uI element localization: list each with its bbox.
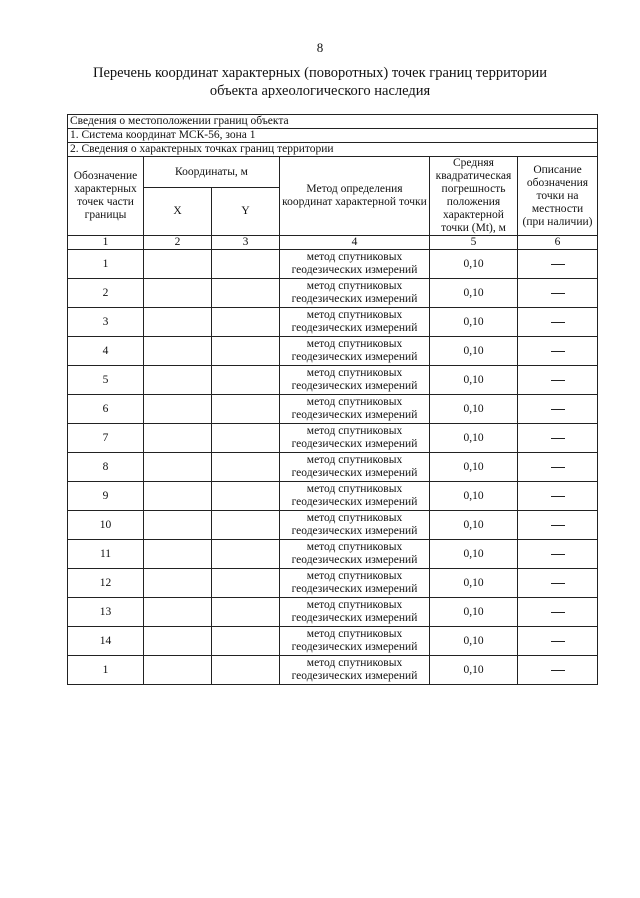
coordinate-x <box>144 627 212 656</box>
error-value: 0,10 <box>430 395 518 424</box>
error-value: 0,10 <box>430 656 518 685</box>
description-cell <box>518 511 598 540</box>
coordinate-y <box>212 395 280 424</box>
point-number: 9 <box>68 482 144 511</box>
point-number: 11 <box>68 540 144 569</box>
method-line-1: метод спутниковых <box>306 367 403 379</box>
coordinate-x <box>144 279 212 308</box>
header-description: Описание обозначения точки на местности (при наличии) <box>518 157 598 236</box>
method-line-2: геодезических измерений <box>291 496 418 508</box>
error-value: 0,10 <box>430 569 518 598</box>
header-error: Средняя квадратическая погрешность положения характерной точки (Mt), м <box>430 157 518 236</box>
dash-mark <box>551 583 565 584</box>
header-x: X <box>144 188 212 236</box>
description-cell <box>518 424 598 453</box>
error-value: 0,10 <box>430 598 518 627</box>
page-number: 8 <box>316 40 324 55</box>
description-cell <box>518 482 598 511</box>
method-cell <box>280 453 430 482</box>
dash-mark <box>551 409 565 410</box>
method-line-2: геодезических измерений <box>291 467 418 479</box>
header-row <box>68 157 598 188</box>
header-method: Метод определения координат характерной точки <box>280 157 430 236</box>
coordinate-y <box>212 453 280 482</box>
coordinate-y <box>212 424 280 453</box>
point-number: 10 <box>68 511 144 540</box>
table-row <box>68 482 598 511</box>
coordinate-x <box>144 337 212 366</box>
method-line-2: геодезических измерений <box>291 554 418 566</box>
table-row <box>68 366 598 395</box>
column-number: 4 <box>280 236 430 250</box>
method-line-1: метод спутниковых <box>306 599 403 611</box>
info-cell: 1. Система координат МСК-56, зона 1 <box>68 129 598 143</box>
coordinate-y <box>212 511 280 540</box>
method-cell <box>280 540 430 569</box>
table-row <box>68 511 598 540</box>
coordinate-y <box>212 366 280 395</box>
point-number: 6 <box>68 395 144 424</box>
method-line-1: метод спутниковых <box>306 338 403 350</box>
method-line-2: геодезических измерений <box>291 380 418 392</box>
table-row <box>68 337 598 366</box>
method-line-1: метод спутниковых <box>306 280 403 292</box>
column-number: 5 <box>430 236 518 250</box>
method-line-1: метод спутниковых <box>306 657 403 669</box>
description-cell <box>518 569 598 598</box>
method-line-1: метод спутниковых <box>306 512 403 524</box>
method-line-1: метод спутниковых <box>306 541 403 553</box>
method-cell <box>280 250 430 279</box>
header-y: Y <box>212 188 280 236</box>
method-line-2: геодезических измерений <box>291 641 418 653</box>
point-number: 3 <box>68 308 144 337</box>
method-cell <box>280 366 430 395</box>
description-cell <box>518 540 598 569</box>
method-line-2: геодезических измерений <box>291 612 418 624</box>
method-line-2: геодезических измерений <box>291 293 418 305</box>
info-row-points-info <box>68 143 598 157</box>
point-number: 12 <box>68 569 144 598</box>
point-number: 13 <box>68 598 144 627</box>
point-number: 4 <box>68 337 144 366</box>
coordinate-y <box>212 337 280 366</box>
coordinate-x <box>144 250 212 279</box>
description-cell <box>518 656 598 685</box>
description-cell <box>518 366 598 395</box>
table-row <box>68 279 598 308</box>
dash-mark <box>551 525 565 526</box>
header-coordinates: Координаты, м <box>144 157 280 188</box>
document-title <box>0 64 640 100</box>
title-line-2: объекта археологического наследия <box>209 83 431 99</box>
table-row <box>68 540 598 569</box>
coordinate-y <box>212 598 280 627</box>
coordinate-x <box>144 395 212 424</box>
method-line-1: метод спутниковых <box>306 483 403 495</box>
coordinate-x <box>144 511 212 540</box>
description-cell <box>518 337 598 366</box>
dash-mark <box>551 293 565 294</box>
column-number: 1 <box>68 236 144 250</box>
point-number: 1 <box>68 250 144 279</box>
info-row-coordinate-system <box>68 129 598 143</box>
column-number: 3 <box>212 236 280 250</box>
coordinate-y <box>212 308 280 337</box>
description-cell <box>518 598 598 627</box>
table-row <box>68 395 598 424</box>
dash-mark <box>551 380 565 381</box>
error-value: 0,10 <box>430 279 518 308</box>
error-value: 0,10 <box>430 424 518 453</box>
error-value: 0,10 <box>430 540 518 569</box>
info-row-location <box>68 115 598 129</box>
table-row <box>68 598 598 627</box>
point-number: 14 <box>68 627 144 656</box>
error-value: 0,10 <box>430 627 518 656</box>
dash-mark <box>551 496 565 497</box>
description-cell <box>518 250 598 279</box>
method-line-2: геодезических измерений <box>291 438 418 450</box>
coordinate-y <box>212 656 280 685</box>
coordinate-x <box>144 424 212 453</box>
method-line-2: геодезических измерений <box>291 670 418 682</box>
point-number: 7 <box>68 424 144 453</box>
method-line-2: геодезических измерений <box>291 525 418 537</box>
method-line-2: геодезических измерений <box>291 264 418 276</box>
error-value: 0,10 <box>430 308 518 337</box>
coordinates-table <box>67 114 598 685</box>
dash-mark <box>551 438 565 439</box>
description-cell <box>518 308 598 337</box>
coordinate-y <box>212 569 280 598</box>
coordinate-y <box>212 540 280 569</box>
coordinate-x <box>144 540 212 569</box>
coordinate-y <box>212 627 280 656</box>
dash-mark <box>551 264 565 265</box>
method-cell <box>280 511 430 540</box>
method-line-1: метод спутниковых <box>306 251 403 263</box>
table-row <box>68 569 598 598</box>
table-row <box>68 308 598 337</box>
error-value: 0,10 <box>430 337 518 366</box>
coordinate-y <box>212 250 280 279</box>
method-cell <box>280 279 430 308</box>
point-number: 2 <box>68 279 144 308</box>
coordinate-x <box>144 308 212 337</box>
dash-mark <box>551 670 565 671</box>
coordinate-x <box>144 453 212 482</box>
method-line-1: метод спутниковых <box>306 425 403 437</box>
info-cell: Сведения о местоположении границ объекта <box>68 115 598 129</box>
coordinate-y <box>212 482 280 511</box>
error-value: 0,10 <box>430 453 518 482</box>
column-number: 2 <box>144 236 212 250</box>
point-number: 1 <box>68 656 144 685</box>
method-cell <box>280 482 430 511</box>
error-value: 0,10 <box>430 250 518 279</box>
point-number: 8 <box>68 453 144 482</box>
method-cell <box>280 627 430 656</box>
table-row <box>68 250 598 279</box>
table-row <box>68 656 598 685</box>
method-line-1: метод спутниковых <box>306 454 403 466</box>
method-line-1: метод спутниковых <box>306 309 403 321</box>
point-number: 5 <box>68 366 144 395</box>
title-line-1: Перечень координат характерных (поворотных) точек границ территории <box>92 65 548 81</box>
description-cell <box>518 395 598 424</box>
method-cell <box>280 569 430 598</box>
table-row <box>68 453 598 482</box>
coordinate-x <box>144 482 212 511</box>
method-line-2: геодезических измерений <box>291 322 418 334</box>
dash-mark <box>551 641 565 642</box>
description-cell <box>518 279 598 308</box>
method-cell <box>280 395 430 424</box>
coordinate-y <box>212 279 280 308</box>
table-row <box>68 627 598 656</box>
method-cell <box>280 308 430 337</box>
dash-mark <box>551 351 565 352</box>
column-number: 6 <box>518 236 598 250</box>
method-cell <box>280 424 430 453</box>
method-line-1: метод спутниковых <box>306 396 403 408</box>
column-number-row <box>68 236 598 250</box>
method-line-2: геодезических измерений <box>291 409 418 421</box>
error-value: 0,10 <box>430 511 518 540</box>
method-cell <box>280 598 430 627</box>
description-cell <box>518 453 598 482</box>
dash-mark <box>551 554 565 555</box>
coordinate-x <box>144 598 212 627</box>
method-cell <box>280 337 430 366</box>
coordinate-x <box>144 656 212 685</box>
info-cell: 2. Сведения о характерных точках границ территории <box>68 143 598 157</box>
dash-mark <box>551 467 565 468</box>
method-line-1: метод спутниковых <box>306 628 403 640</box>
coordinate-x <box>144 366 212 395</box>
method-cell <box>280 656 430 685</box>
coordinate-x <box>144 569 212 598</box>
method-line-1: метод спутниковых <box>306 570 403 582</box>
dash-mark <box>551 612 565 613</box>
error-value: 0,10 <box>430 482 518 511</box>
header-designation: Обозначение характерных точек части границы <box>68 157 144 236</box>
dash-mark <box>551 322 565 323</box>
error-value: 0,10 <box>430 366 518 395</box>
table-row <box>68 424 598 453</box>
method-line-2: геодезических измерений <box>291 351 418 363</box>
description-cell <box>518 627 598 656</box>
method-line-2: геодезических измерений <box>291 583 418 595</box>
